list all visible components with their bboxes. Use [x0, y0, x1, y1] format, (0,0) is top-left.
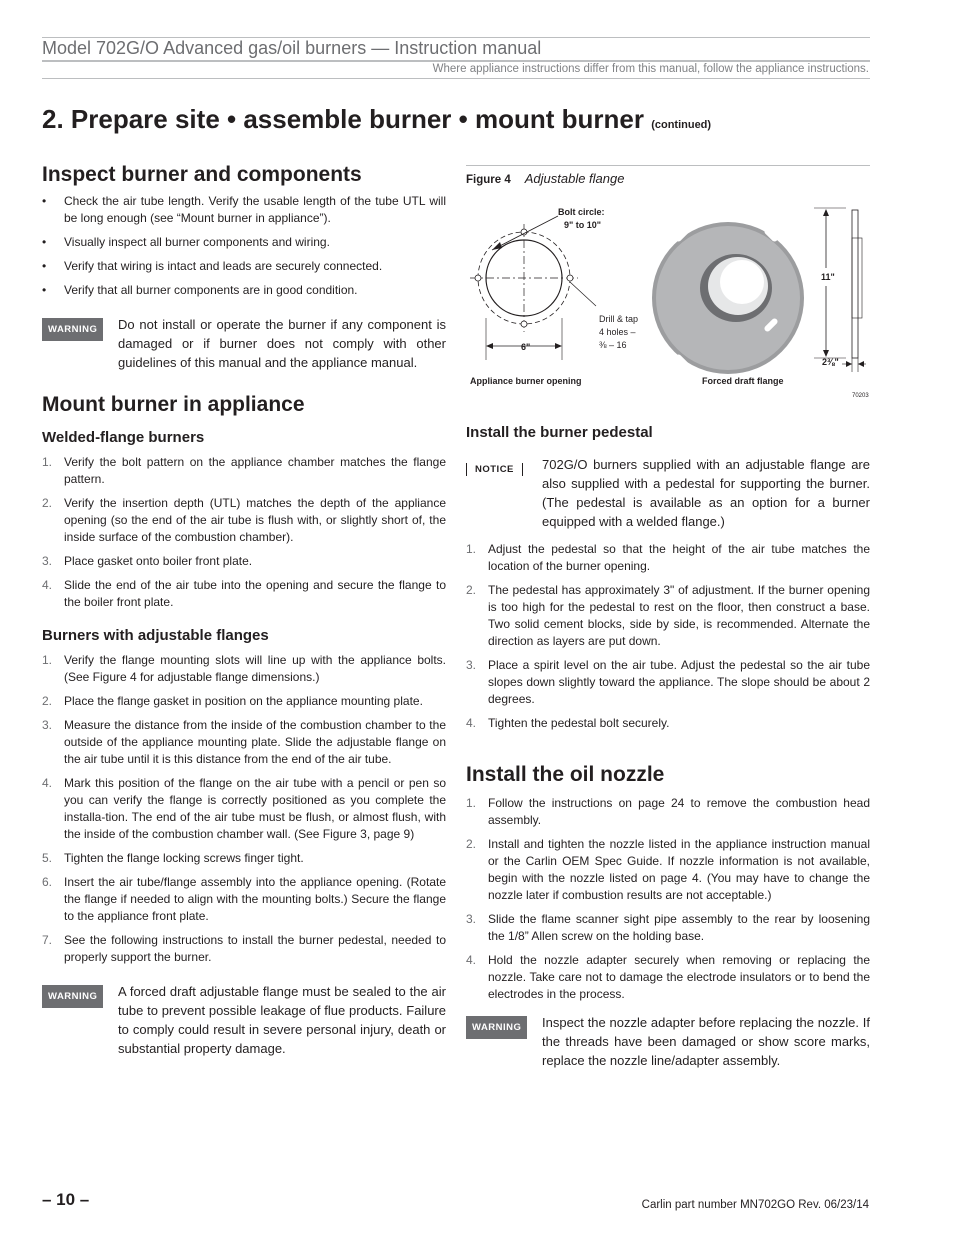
item-number: 2. [466, 837, 477, 851]
list-item [466, 795, 870, 829]
list-item-text: Verify the flange mounting slots will line up with the appliance bolts. (See Figure 4 for adjustable flange dimensions.) [64, 653, 446, 684]
list-item [42, 850, 446, 867]
list-item-text: Place the flange gasket in position on the appliance mounting plate. [64, 694, 423, 708]
list-item [42, 717, 446, 768]
warning-text: A forced draft adjustable flange must be sealed to the air tube to prevent possible leakage of flue products. Failure to comply could result in severe personal injury, death or substantial property damage. [118, 984, 446, 1056]
left-column [42, 163, 446, 1058]
list-item [42, 193, 446, 227]
list-item-text: Place a spirit level on the air tube. Adjust the pedestal so the air tube slopes down slightly toward the appliance. The slope should be about 2 degrees. [488, 658, 870, 706]
welded-list [42, 454, 446, 611]
list-item-text: Measure the distance from the inside of the combustion chamber to the outside of the appliance mounting plate. Slide the adjustable flange on the air tube until it is this distance from the end of the air tube. [64, 718, 446, 766]
item-number: 3. [466, 658, 477, 672]
header-rule-mid [42, 60, 870, 62]
list-item-text: Tighten the flange locking screws finger tight. [64, 851, 304, 865]
forced-draft-flange-drawing [652, 222, 804, 374]
list-item [42, 775, 446, 843]
item-number: 4. [42, 578, 53, 592]
right-column [466, 424, 870, 1070]
bullet: • [42, 283, 47, 297]
label-forced-draft-flange: Forced draft flange [702, 376, 784, 386]
label-appliance-opening: Appliance burner opening [470, 376, 582, 386]
bullet: • [42, 235, 47, 249]
item-number: 1. [466, 796, 477, 810]
pedestal-heading: Install the burner pedestal [466, 424, 653, 441]
label-bolt-circle-range: 9" to 10" [564, 220, 602, 230]
nozzle-list [466, 795, 870, 1003]
figure-rule [466, 165, 870, 166]
welded-heading: Welded-flange burners [42, 429, 205, 446]
warning-badge: WARNING [42, 318, 103, 341]
list-item-text: Adjust the pedestal so that the height of the air tube matches the location of the burner opening. [488, 542, 870, 573]
figure-title: Adjustable flange [524, 171, 625, 186]
pedestal-notice [466, 455, 870, 531]
figure-caption [466, 171, 624, 186]
flange-warning [42, 982, 446, 1058]
item-number: 7. [42, 933, 53, 947]
list-item-text: Visually inspect all burner components and wiring. [64, 235, 330, 249]
warning-badge: WARNING [42, 985, 103, 1008]
list-item [466, 715, 870, 732]
pedestal-list [466, 541, 870, 732]
item-number: 6. [42, 875, 53, 889]
label-dim-238: 2⅜" [822, 357, 839, 367]
label-dim-6: 6" [521, 342, 531, 352]
list-item-text: Place gasket onto boiler front plate. [64, 554, 253, 568]
label-figure-id: 70203 [852, 393, 869, 399]
manual-subtitle: Where appliance instructions differ from this manual, follow the appliance instructions. [432, 63, 869, 75]
part-number: Carlin part number MN702GO Rev. 06/23/14 [641, 1199, 869, 1211]
list-item-text: Check the air tube length. Verify the usable length of the tube UTL will be long enough (see “Mount burner in appliance”). [64, 194, 446, 225]
label-drill-1: Drill & tap [599, 314, 639, 324]
item-number: 3. [42, 718, 53, 732]
inspect-warning [42, 315, 446, 372]
list-item [42, 553, 446, 570]
item-number: 2. [42, 694, 53, 708]
list-item [42, 258, 446, 275]
list-item [466, 582, 870, 650]
list-item-text: See the following instructions to install the burner pedestal, needed to properly support the burner. [64, 933, 446, 964]
list-item [466, 911, 870, 945]
flange-side-view [814, 208, 866, 372]
list-item-text: Insert the air tube/flange assembly into the appliance opening. (Rotate the flange if needed to align with the mounting bolts.) Secure the flange to the appliance front plate. [64, 875, 446, 923]
item-number: 2. [466, 583, 477, 597]
section-title [42, 104, 711, 135]
item-number: 4. [466, 716, 477, 730]
list-item-text: Hold the nozzle adapter securely when removing or replacing the nozzle. Take care not to damage the electrode insulators or to bend the electrodes in the process. [488, 953, 870, 1001]
section-title-text: 2. Prepare site • assemble burner • mount burner [42, 104, 644, 134]
list-item-text: Verify that all burner components are in good condition. [64, 283, 358, 297]
list-item [42, 577, 446, 611]
item-number: 1. [466, 542, 477, 556]
header-rule-bottom [42, 78, 870, 79]
adjustable-list [42, 652, 446, 966]
list-item-text: The pedestal has approximately 3" of adjustment. If the burner opening is too high for the pedestal to rest on the floor, then construct a base. Two solid cement blocks, side by side, is recommended. Alternate the direction as layers are put down. [488, 583, 870, 648]
list-item-text: Mark this position of the flange on the air tube with a pencil or pen so you can verify the flange is correctly positioned as you complete the installa-tion. The end of the air tube must be flush, or almost flush, with the inside of the combustion chamber wall. (See Figure 3, page 9) [64, 776, 446, 841]
item-number: 5. [42, 851, 53, 865]
bullet: • [42, 259, 47, 273]
list-item [42, 652, 446, 686]
item-number: 3. [42, 554, 53, 568]
list-item [466, 836, 870, 904]
item-number: 3. [466, 912, 477, 926]
item-number: 1. [42, 455, 53, 469]
list-item [42, 495, 446, 546]
list-item [42, 282, 446, 299]
inspect-list [42, 193, 446, 299]
notice-text: 702G/O burners supplied with an adjustable flange are also supplied with a pedestal for supporting the burner. (The pedestal is available as an option for a burner equipped with a welded flange.) [542, 457, 870, 529]
list-item-text: Verify that wiring is intact and leads are securely connected. [64, 259, 383, 273]
item-number: 4. [42, 776, 53, 790]
item-number: 4. [466, 953, 477, 967]
label-dim-11: 11" [821, 272, 835, 282]
section-continued: (continued) [651, 119, 712, 131]
figure-number: Figure 4 [466, 174, 511, 186]
nozzle-warning [466, 1013, 870, 1070]
adjustable-heading: Burners with adjustable flanges [42, 627, 269, 644]
warning-text: Do not install or operate the burner if any component is damaged or if burner does not comply with other guidelines of this manual and the appliance manual. [118, 317, 446, 370]
list-item [42, 874, 446, 925]
list-item [42, 234, 446, 251]
list-item [466, 657, 870, 708]
list-item [42, 454, 446, 488]
warning-text: Inspect the nozzle adapter before replacing the nozzle. If the threads have been damaged or show score marks, replace the nozzle line/adapter assembly. [542, 1015, 870, 1068]
list-item-text: Slide the flame scanner sight pipe assembly to the rear by loosening the 1/8” Allen screw on the holding base. [488, 912, 870, 943]
item-number: 2. [42, 496, 53, 510]
page-number: – 10 – [42, 1190, 90, 1209]
list-item [42, 932, 446, 966]
label-bolt-circle: Bolt circle: [558, 207, 605, 217]
list-item-text: Follow the instructions on page 24 to remove the combustion head assembly. [488, 796, 870, 827]
list-item [466, 541, 870, 575]
nozzle-heading: Install the oil nozzle [466, 763, 665, 786]
list-item [466, 952, 870, 1003]
adjustable-flange-diagram [466, 198, 870, 400]
item-number: 1. [42, 653, 53, 667]
warning-badge: WARNING [466, 1016, 527, 1039]
label-drill-2: 4 holes – [599, 327, 636, 337]
label-drill-3: ⅜ – 16 [599, 340, 627, 350]
burner-opening-drawing [470, 216, 596, 360]
notice-badge: NOTICE [466, 463, 523, 476]
list-item-text: Verify the bolt pattern on the appliance chamber matches the flange pattern. [64, 455, 446, 486]
list-item [42, 693, 446, 710]
mount-heading: Mount burner in appliance [42, 393, 305, 416]
list-item-text: Verify the insertion depth (UTL) matches the depth of the appliance opening (so the end of the air tube is flush with, or slightly short of, the inside surface of the combustion chamber). [64, 496, 446, 544]
manual-title: Model 702G/O Advanced gas/oil burners — Instruction manual [42, 38, 542, 58]
list-item-text: Slide the end of the air tube into the opening and secure the flange to the boiler front plate. [64, 578, 446, 609]
list-item-text: Tighten the pedestal bolt securely. [488, 716, 670, 730]
inspect-heading: Inspect burner and components [42, 163, 362, 186]
list-item-text: Install and tighten the nozzle listed in the appliance instruction manual or the Carlin OEM Spec Guide. If nozzle information is not available, begin with the nozzle listed on page 4. (You may have to change the nozzle later if combustion results are not acceptable.) [488, 837, 870, 902]
bullet: • [42, 194, 47, 208]
